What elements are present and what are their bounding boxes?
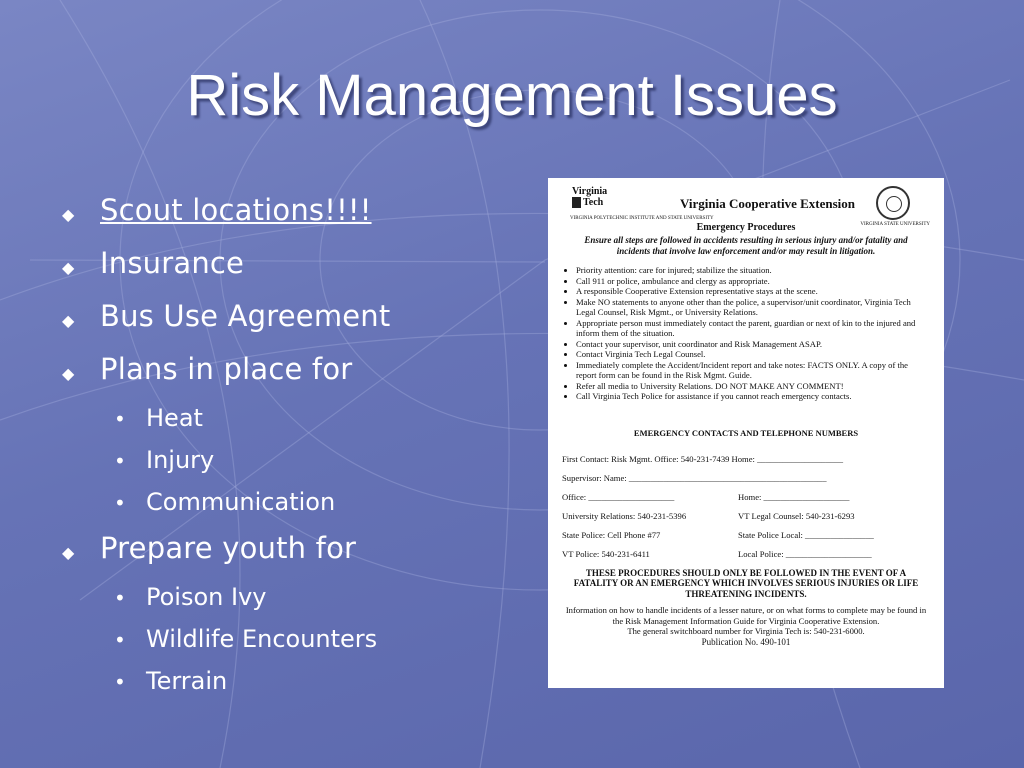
publication-number: Publication No. 490-101 [701, 636, 791, 647]
procedure-step: • Contact your supervisor, unit coordinator and Risk Management ASAP. [576, 339, 930, 350]
bullet-scout-locations[interactable] [62, 186, 532, 239]
dot-bullet-icon: • [114, 407, 126, 431]
procedure-step: • Refer all media to University Relations. DO NOT MAKE ANY COMMENT! [576, 381, 930, 392]
emergency-procedures-document [548, 178, 944, 688]
logo-line-1: Virginia [572, 186, 608, 197]
sub-bullet-heat [62, 398, 532, 440]
state-university-name: VIRGINIA STATE UNIVERSITY [860, 222, 930, 227]
procedures-warning: THESE PROCEDURES SHOULD ONLY BE FOLLOWED IN THE EVENT OF A FATALITY OR AN EMERGENCY WHICH INVOLVES SERIOUS INJURIES OR LIFE THREATENING INCIDENTS. [573, 567, 919, 599]
contacts-title: EMERGENCY CONTACTS AND TELEPHONE NUMBERS [633, 427, 859, 438]
diamond-bullet-icon: ◆ [62, 364, 75, 383]
sub-bullet-wildlife [62, 619, 532, 661]
vt-police-contact: VT Police: 540-231-6411 [562, 548, 650, 559]
procedures-subtitle: Ensure all steps are followed in accidents resulting in serious injury and/or fatality and incidents that involve law enforcement and/or may result in litigation. [584, 235, 908, 256]
state-police-cell-contact: State Police: Cell Phone #77 [562, 529, 661, 540]
switchboard-info: The general switchboard number for Virginia Tech is: 540-231-6000. [627, 626, 865, 636]
procedure-step: • Immediately complete the Accident/Incident report and take notes: FACTS ONLY. A copy of the report form can be found in the Risk Mgmt. Guide. [576, 360, 930, 381]
bullet-list [62, 186, 532, 703]
sub-bullet-text: Injury [146, 446, 215, 474]
state-police-local-contact: State Police Local: ________________ [738, 529, 874, 540]
bullet-insurance [62, 239, 532, 292]
sub-bullet-text: Heat [146, 404, 203, 432]
procedure-step: • Call 911 or police, ambulance and clergy as appropriate. [576, 276, 930, 287]
bullet-prepare-youth [62, 524, 532, 577]
procedure-step: • Appropriate person must immediately contact the parent, guardian or next of kin to the injured and inform them of the situation. [576, 318, 930, 339]
first-contact: First Contact: Risk Mgmt. Office: 540-231-7439 Home: ____________________ [562, 453, 844, 464]
diamond-bullet-icon: ◆ [62, 543, 75, 562]
bullet-text: Plans in place for [100, 352, 353, 386]
office-contact: Office: ____________________ [562, 491, 675, 502]
procedure-step: • Call Virginia Tech Police for assistance if you cannot reach emergency contacts. [576, 391, 930, 402]
logo-line-2: Tech [583, 197, 604, 208]
bullet-text: Bus Use Agreement [100, 299, 391, 333]
virginia-tech-logo [572, 186, 607, 208]
contact-row [562, 488, 930, 507]
diamond-bullet-icon: ◆ [62, 258, 75, 277]
contact-row [562, 450, 930, 469]
document-header [562, 184, 930, 230]
diamond-bullet-icon: ◆ [62, 205, 75, 224]
vt-shield-icon [572, 197, 581, 208]
contact-row [562, 507, 930, 526]
procedure-step: • Priority attention: care for injured; stabilize the situation. [576, 265, 930, 276]
sub-bullet-text: Communication [146, 488, 336, 516]
dot-bullet-icon: • [114, 670, 126, 694]
contact-row [562, 545, 930, 564]
dot-bullet-icon: • [114, 449, 126, 473]
vt-legal-contact: VT Legal Counsel: 540-231-6293 [738, 510, 855, 521]
document-title: Virginia Cooperative Extension [680, 196, 856, 211]
sub-bullet-terrain [62, 661, 532, 703]
sub-bullet-text: Wildlife Encounters [146, 625, 378, 653]
procedure-step: • Make NO statements to anyone other than the police, a supervisor/unit coordinator, Virginia Tech Legal Counsel, Risk Mgmt., or University Relations. [576, 297, 930, 318]
procedure-step: • Contact Virginia Tech Legal Counsel. [576, 349, 930, 360]
footer-info: Information on how to handle incidents of a lesser nature, or on what forms to complete may be found in the Risk Management Information Guide for Virginia Cooperative Extension. [565, 605, 927, 626]
sub-bullet-text: Poison Ivy [146, 583, 267, 611]
contact-row [562, 526, 930, 545]
sub-bullet-poison-ivy [62, 577, 532, 619]
bullet-text: Prepare youth for [100, 531, 357, 565]
bullet-bus-use-agreement [62, 292, 532, 345]
procedure-steps [562, 265, 930, 402]
state-seal-icon [876, 186, 910, 220]
university-relations-contact: University Relations: 540-231-5396 [562, 510, 687, 521]
slide-title: Risk Management Issues [186, 63, 838, 128]
vt-institution-name: VIRGINIA POLYTECHNIC INSTITUTE AND STATE UNIVERSITY [570, 216, 714, 221]
scout-locations-link[interactable]: Scout locations!!!! [100, 193, 372, 227]
local-police-contact: Local Police: ____________________ [738, 548, 872, 559]
bullet-text: Insurance [100, 246, 245, 280]
contact-row [562, 469, 930, 488]
diamond-bullet-icon: ◆ [62, 311, 75, 330]
bullet-plans-in-place [62, 345, 532, 398]
dot-bullet-icon: • [114, 628, 126, 652]
procedures-title: Emergency Procedures [696, 222, 796, 233]
sub-bullet-text: Terrain [146, 667, 228, 695]
home-contact: Home: ____________________ [738, 491, 850, 502]
dot-bullet-icon: • [114, 586, 126, 610]
sub-bullet-communication [62, 482, 532, 524]
sub-bullet-injury [62, 440, 532, 482]
procedure-step: • A responsible Cooperative Extension representative stays at the scene. [576, 286, 930, 297]
dot-bullet-icon: • [114, 491, 126, 515]
supervisor-contact: Supervisor: Name: ______________________________________________ [562, 472, 827, 483]
